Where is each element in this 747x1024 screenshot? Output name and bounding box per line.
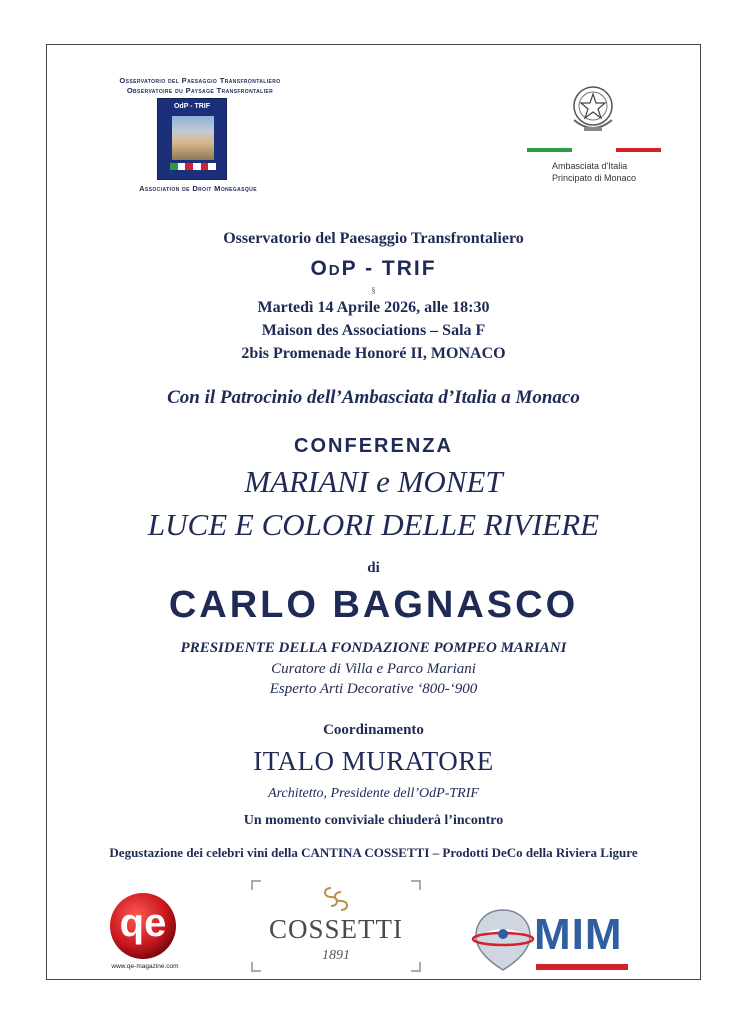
embassy-line-1: Ambasciata d'Italia (552, 161, 628, 171)
odp-logo-title: OdP - TRIF (173, 103, 211, 110)
speaker-role-2: Curatore di Villa e Parco Mariani (271, 661, 476, 677)
cossetti-name: COSSETTI (268, 914, 403, 944)
corner-decoration (251, 880, 261, 890)
italian-flag-bar (527, 148, 661, 152)
title-line-1: MARIANI e MONET (244, 464, 503, 499)
odp-logo (157, 98, 227, 180)
italian-emblem-icon (566, 80, 620, 136)
speaker-role-1: PRESIDENTE DELLA FONDAZIONE POMPEO MARIANI (180, 640, 567, 656)
coordinator-name: ITALO MURATORE (253, 746, 494, 776)
coordinator-role: Architetto, Presidente dell’OdP-TRIF (268, 786, 479, 801)
speaker-name: CARLO BAGNASCO (168, 584, 579, 626)
embassy-name (552, 160, 636, 184)
cossetti-year: 1891 (322, 948, 350, 963)
cliff-photo (172, 116, 214, 160)
mim-underline (536, 964, 628, 970)
closing-note: Un momento conviviale chiuderà l’incontro (243, 813, 504, 828)
cossetti-logo (251, 880, 421, 972)
corner-decoration (411, 880, 421, 890)
organizer-name: Osservatorio del Paesaggio Transfrontaliero (223, 230, 524, 247)
qe-magazine-logo (100, 888, 190, 974)
coordination-label: Coordinamento (323, 722, 424, 738)
section-mark: § (371, 286, 376, 295)
title-line-2: LUCE E COLORI DELLE RIVIERE (147, 507, 600, 542)
mim-globe-icon (468, 906, 538, 972)
event-date: Martedì 14 Aprile 2026, alle 18:30 (257, 299, 490, 316)
flags-strip (170, 163, 216, 170)
odp-header-line-2: Observatoire du Paysage Transfrontalier (126, 86, 274, 95)
tasting-note: Degustazione dei celebri vini della CANTINA COSSETTI – Prodotti DeCo della Riviera Ligure (109, 845, 638, 860)
event-type: CONFERENZA (294, 435, 453, 457)
cossetti-monogram-icon (319, 884, 353, 914)
patronage: Con il Patrocinio dell’Ambasciata d’Italia a Monaco (167, 387, 580, 408)
mim-mark: MIM (534, 910, 623, 959)
qe-url: www.qe-magazine.com (111, 963, 179, 970)
event-address: 2bis Promenade Honoré II, MONACO (241, 345, 506, 362)
organizer-short: OdP - TRIF (310, 257, 437, 280)
speaker-role-3: Esperto Arti Decorative ‘800-‘900 (269, 681, 478, 697)
by-label: di (367, 560, 380, 576)
qe-mark: qe (119, 901, 167, 945)
odp-header-line-3: Association de Droit Monegasque (139, 184, 257, 193)
event-venue: Maison des Associations – Sala F (261, 322, 486, 339)
odp-header-line-1: Osservatorio del Paesaggio Transfrontaliero (119, 76, 281, 85)
mim-logo (468, 906, 636, 972)
embassy-line-2: Principato di Monaco (552, 173, 637, 183)
